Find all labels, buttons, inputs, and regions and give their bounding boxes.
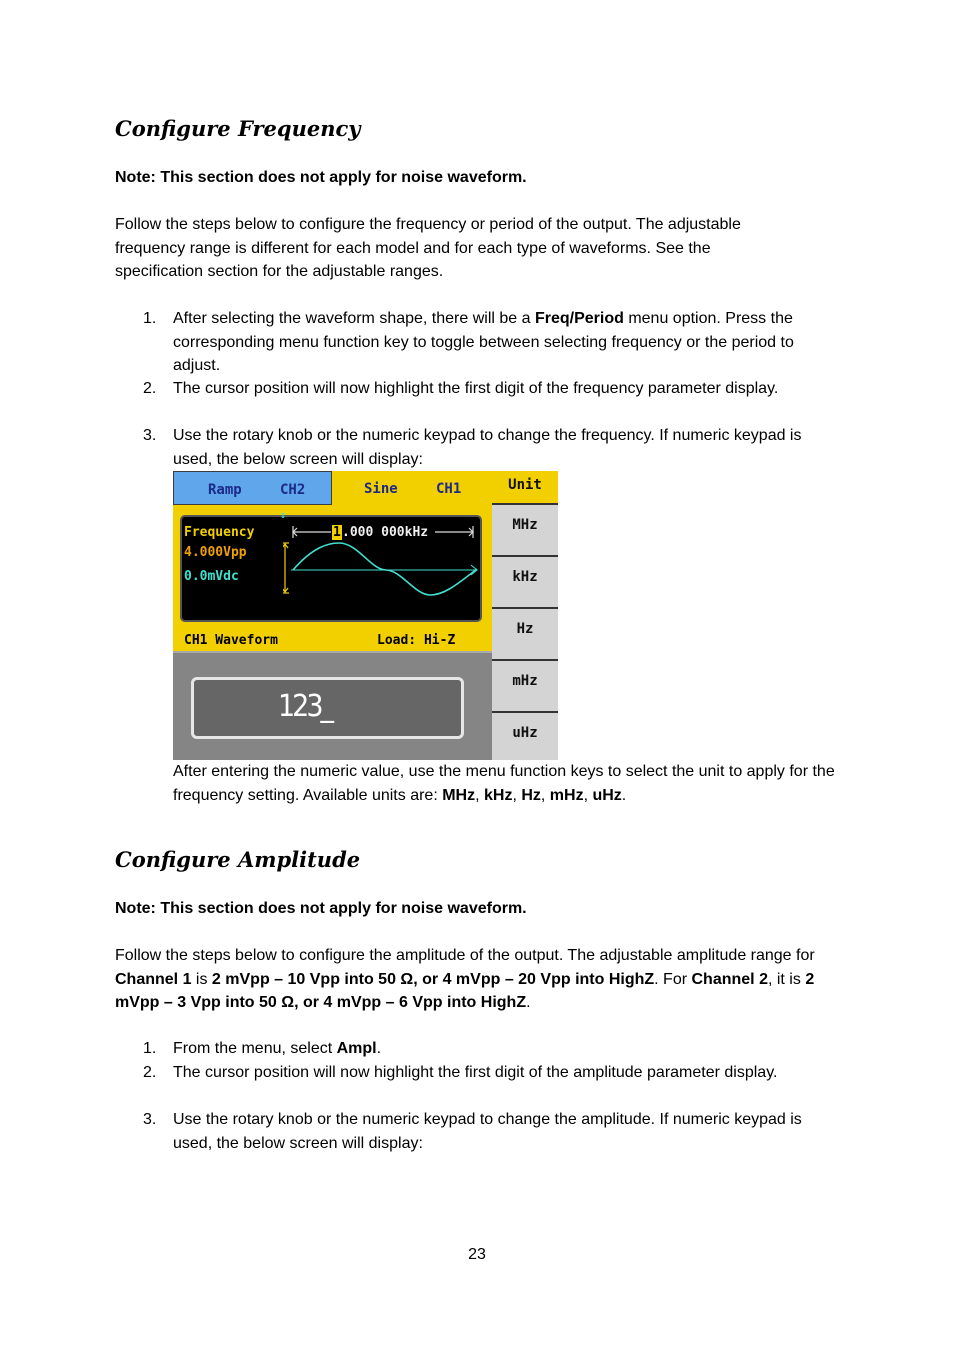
list-item — [115, 424, 845, 471]
numeric-entry-value: 123_ — [278, 689, 331, 724]
amplitude-value: 4.000Vpp — [184, 545, 247, 560]
channel-waveform-label: CH1 Waveform — [184, 633, 278, 648]
intro-amplitude: Follow the steps below to configure the amplitude of the output. The adjustable amplitude range for Channel 1 is 2 mVpp – 10 Vpp into 50 Ω, or 4 mVpp – 20 Vpp into HighZ. For Channel 2, it is 2 mVpp – 3 Vpp into 50 Ω, or 4 mVpp – 6 Vpp into HighZ. — [115, 947, 815, 1011]
unit-key-millihz — [492, 659, 558, 711]
device-screen — [173, 471, 558, 760]
list-text: Use the rotary knob or the numeric keypad to change the amplitude. If numeric keypad is used, the below screen will display: — [173, 1111, 802, 1152]
tab-wave-label: Ramp — [208, 482, 242, 498]
unit-menu-title: Unit — [508, 477, 542, 493]
list-number: 1. — [143, 310, 157, 327]
tab-sine-ch1 — [332, 471, 492, 505]
list-text: From the menu, select Ampl. — [173, 1040, 382, 1057]
unit-microhz: uHz — [592, 786, 622, 804]
list-text: The cursor position will now highlight the first digit of the amplitude parameter display. — [173, 1064, 778, 1081]
tab-channel-label: CH2 — [280, 482, 306, 498]
note-amplitude: Note: This section does not apply for noise waveform. — [115, 900, 527, 917]
unit-key-label: kHz — [512, 569, 538, 585]
list-item — [115, 377, 845, 424]
section-heading-frequency: Configure Frequency — [115, 116, 361, 141]
list-number: 2. — [143, 380, 157, 397]
list-number: 3. — [143, 1111, 157, 1128]
unit-hz: Hz — [521, 786, 541, 804]
list-item — [115, 1108, 845, 1155]
tab-channel-label: CH1 — [436, 481, 462, 497]
list-number: 2. — [143, 1064, 157, 1081]
list-text: After selecting the waveform shape, there will be a Freq/Period menu option. Press the corresponding menu function key to toggle between selecting frequency or the period to adjust. — [173, 310, 794, 374]
unit-key-hz — [492, 607, 558, 659]
intro-line: Follow the steps below to configure the frequency or period of the output. The adjustable — [115, 216, 741, 233]
load-label: Load: Hi-Z — [377, 633, 456, 648]
unit-key-label: MHz — [512, 517, 538, 533]
list-number: 3. — [143, 427, 157, 444]
after-entry-text: After entering the numeric value, use the menu function keys to select the unit to apply for the frequency setting. Available units are: MHz, kHz, Hz, mHz, uHz. — [173, 763, 835, 804]
list-item — [115, 1061, 845, 1108]
list-item — [115, 1037, 845, 1061]
intro-line: specification section for the adjustable ranges. — [115, 263, 444, 280]
unit-menu-header — [492, 471, 558, 503]
unit-key-label: mHz — [512, 673, 538, 689]
section-heading-amplitude: Configure Amplitude — [115, 847, 361, 872]
menu-option-ampl: Ampl — [336, 1040, 377, 1057]
offset-value: 0.0mVdc — [184, 569, 239, 584]
unit-key-khz — [492, 555, 558, 607]
unit-key-label: Hz — [516, 621, 534, 637]
cursor-digit: 1 — [333, 525, 341, 540]
frequency-value: .000 000kHz — [342, 525, 429, 540]
offset-arrow-icon: ⇕ — [280, 510, 287, 521]
unit-key-label: uHz — [512, 725, 538, 741]
tab-ramp-ch2 — [173, 471, 332, 505]
unit-khz: kHz — [483, 786, 513, 804]
list-text: Use the rotary knob or the numeric keypad to change the frequency. If numeric keypad is used, the below screen will display: — [173, 427, 802, 468]
list-item — [115, 307, 845, 377]
param-label: Frequency — [184, 525, 255, 540]
unit-key-microhz — [492, 711, 558, 760]
menu-option-freq-period: Freq/Period — [534, 310, 624, 327]
unit-key-mhz — [492, 503, 558, 555]
list-text: The cursor position will now highlight the first digit of the frequency parameter display. — [173, 380, 779, 397]
intro-line: frequency range is different for each model and for each type of waveforms. See the — [115, 239, 711, 257]
tab-wave-label: Sine — [364, 481, 398, 497]
intro-frequency — [115, 213, 845, 284]
list-number: 1. — [143, 1040, 157, 1057]
unit-mhz: MHz — [442, 786, 476, 804]
note-frequency: Note: This section does not apply for noise waveform. — [115, 169, 527, 186]
page-number: 23 — [468, 1246, 486, 1263]
unit-millihz: mHz — [549, 786, 584, 804]
